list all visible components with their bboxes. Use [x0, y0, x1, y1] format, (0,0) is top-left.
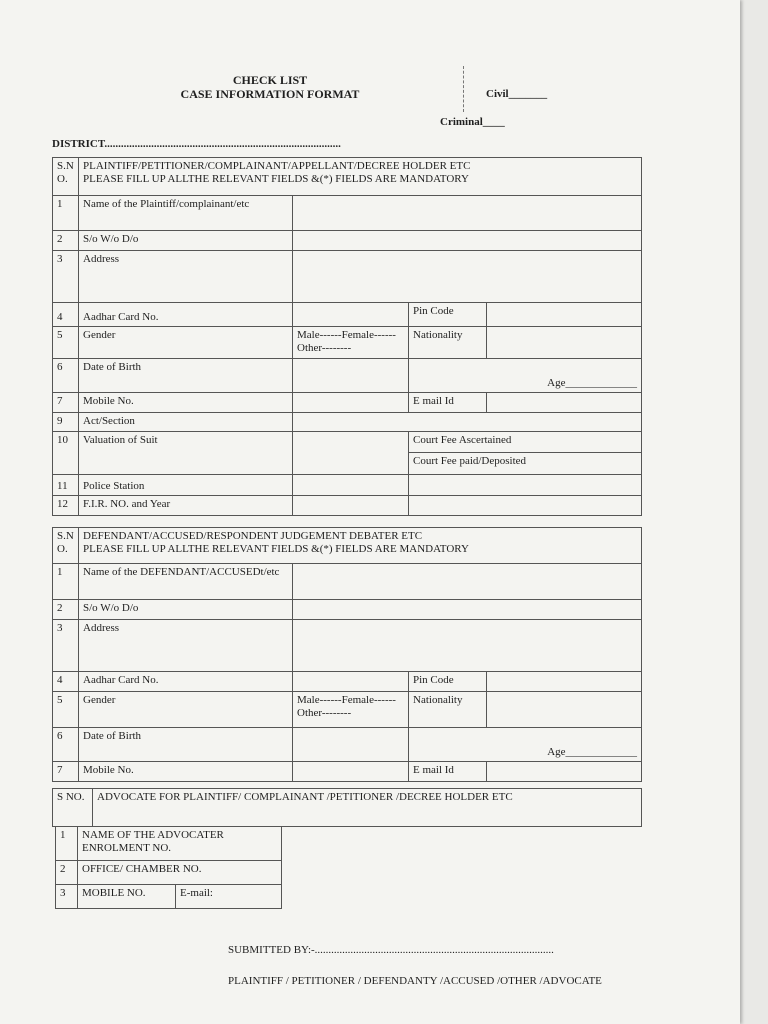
defendant-pincode-input[interactable]: [487, 672, 642, 692]
police-station-extra[interactable]: [409, 475, 642, 496]
plaintiff-relation-label: S/o W/o D/o: [79, 231, 293, 251]
form-subtitle: CASE INFORMATION FORMAT: [180, 87, 360, 101]
row-sn: 4: [53, 672, 79, 692]
defendant-gender-label: Gender: [79, 692, 293, 728]
plaintiff-gender-options[interactable]: Male------Female------ Other--------: [293, 327, 409, 359]
defendant-pincode-label: Pin Code: [409, 672, 487, 692]
submitted-by-field[interactable]: SUBMITTED BY:-.......................................................................................: [228, 944, 554, 956]
defendant-email-input[interactable]: [487, 762, 642, 782]
submitter-roles: PLAINTIFF / PETITIONER / DEFENDANTY /ACCUSED /OTHER /ADVOCATE: [228, 975, 602, 987]
plaintiff-gender-label: Gender: [79, 327, 293, 359]
row-sn: 12: [53, 496, 79, 516]
police-station-label: Police Station: [79, 475, 293, 496]
plaintiff-pincode-label: Pin Code: [409, 303, 487, 327]
row-sn: 3: [56, 885, 78, 909]
advocate-sn-header: S NO.: [53, 789, 93, 827]
plaintiff-valuation-label: Valuation of Suit: [79, 432, 293, 475]
police-station-input[interactable]: [293, 475, 409, 496]
advocate-email-label[interactable]: E-mail:: [176, 885, 282, 909]
plaintiff-nationality-label: Nationality: [409, 327, 487, 359]
row-sn: 2: [56, 861, 78, 885]
row-sn: 3: [53, 251, 79, 303]
advocate-heading-table: [52, 788, 642, 827]
plaintiff-heading: [79, 158, 642, 196]
defendant-mobile-label: Mobile No.: [79, 762, 293, 782]
row-sn: 6: [53, 728, 79, 762]
form-title: CHECK LIST: [232, 73, 308, 87]
defendant-mobile-input[interactable]: [293, 762, 409, 782]
defendant-aadhar-input[interactable]: [293, 672, 409, 692]
plaintiff-nationality-input[interactable]: [487, 327, 642, 359]
defendant-name-label: Name of the DEFENDANT/ACCUSEDt/etc: [79, 564, 293, 600]
plaintiff-act-label: Act/Section: [79, 413, 293, 432]
row-sn: 1: [56, 827, 78, 861]
plaintiff-age-spacer: [409, 359, 487, 393]
row-sn: 10: [53, 432, 79, 475]
fir-label: F.I.R. NO. and Year: [79, 496, 293, 516]
advocate-office-label[interactable]: OFFICE/ CHAMBER NO.: [78, 861, 282, 885]
plaintiff-aadhar-input[interactable]: [293, 303, 409, 327]
plaintiff-valuation-input[interactable]: [293, 432, 409, 475]
row-sn: 7: [53, 393, 79, 413]
defendant-age-spacer: [409, 728, 487, 762]
court-fee-paid-label[interactable]: Court Fee paid/Deposited: [409, 453, 642, 475]
row-sn: 6: [53, 359, 79, 393]
defendant-email-label: E mail Id: [409, 762, 487, 782]
defendant-gender-options[interactable]: Male------Female------ Other--------: [293, 692, 409, 728]
defendant-sn-header: S.N O.: [53, 528, 79, 564]
plaintiff-dob-input[interactable]: [293, 359, 409, 393]
plaintiff-address-label: Address: [79, 251, 293, 303]
header-divider: [463, 66, 465, 112]
defendant-age-field[interactable]: Age_____________: [487, 728, 642, 762]
row-sn: 4: [53, 303, 79, 327]
plaintiff-name-input[interactable]: [293, 196, 642, 231]
defendant-heading-line2: PLEASE FILL UP ALLTHE RELEVANT FIELDS &(*) FIELDS ARE MANDATORY: [83, 543, 469, 555]
defendant-name-input[interactable]: [293, 564, 642, 600]
plaintiff-email-label: E mail Id: [409, 393, 487, 413]
plaintiff-heading-line1: PLAINTIFF/PETITIONER/COMPLAINANT/APPELLANT/DECREE HOLDER ETC: [83, 160, 471, 172]
row-sn: 3: [53, 620, 79, 672]
plaintiff-sn-header: S.N O.: [53, 158, 79, 196]
fir-input[interactable]: [293, 496, 409, 516]
row-sn: 11: [53, 475, 79, 496]
plaintiff-aadhar-label: Aadhar Card No.: [79, 303, 293, 327]
defendant-dob-label: Date of Birth: [79, 728, 293, 762]
defendant-nationality-label: Nationality: [409, 692, 487, 728]
plaintiff-relation-input[interactable]: [293, 231, 642, 251]
row-sn: 1: [53, 564, 79, 600]
row-sn: 5: [53, 327, 79, 359]
row-sn: 7: [53, 762, 79, 782]
defendant-dob-input[interactable]: [293, 728, 409, 762]
civil-field[interactable]: Civil_______: [486, 88, 548, 100]
plaintiff-age-field[interactable]: Age_____________: [487, 359, 642, 393]
plaintiff-dob-label: Date of Birth: [79, 359, 293, 393]
defendant-relation-label: S/o W/o D/o: [79, 600, 293, 620]
row-sn: 2: [53, 231, 79, 251]
row-sn: 5: [53, 692, 79, 728]
defendant-aadhar-label: Aadhar Card No.: [79, 672, 293, 692]
advocate-mobile-label[interactable]: MOBILE NO.: [78, 885, 176, 909]
plaintiff-mobile-input[interactable]: [293, 393, 409, 413]
plaintiff-act-input[interactable]: [293, 413, 642, 432]
plaintiff-name-label: Name of the Plaintiff/complainant/etc: [79, 196, 293, 231]
criminal-field[interactable]: Criminal____: [440, 116, 505, 128]
row-sn: 2: [53, 600, 79, 620]
plaintiff-mobile-label: Mobile No.: [79, 393, 293, 413]
defendant-table: [52, 527, 642, 782]
defendant-nationality-input[interactable]: [487, 692, 642, 728]
row-sn: 1: [53, 196, 79, 231]
defendant-heading-line1: DEFENDANT/ACCUSED/RESPONDENT JUDGEMENT DEBATER ETC: [83, 530, 423, 542]
advocate-table: [55, 826, 282, 909]
advocate-heading: ADVOCATE FOR PLAINTIFF/ COMPLAINANT /PETITIONER /DECREE HOLDER ETC: [93, 789, 642, 827]
advocate-name-label[interactable]: NAME OF THE ADVOCATER ENROLMENT NO.: [78, 827, 282, 861]
defendant-heading: [79, 528, 642, 564]
plaintiff-table: [52, 157, 642, 516]
row-sn: 9: [53, 413, 79, 432]
plaintiff-pincode-input[interactable]: [487, 303, 642, 327]
court-fee-ascertained-label[interactable]: Court Fee Ascertained: [409, 432, 642, 453]
defendant-address-label: Address: [79, 620, 293, 672]
plaintiff-heading-line2: PLEASE FILL UP ALLTHE RELEVANT FIELDS &(*) FIELDS ARE MANDATORY: [83, 173, 469, 185]
plaintiff-address-input[interactable]: [293, 251, 642, 303]
defendant-address-input[interactable]: [293, 620, 642, 672]
plaintiff-email-input[interactable]: [487, 393, 642, 413]
fir-extra[interactable]: [409, 496, 642, 516]
district-field[interactable]: DISTRICT......................................................................................: [52, 138, 341, 150]
defendant-relation-input[interactable]: [293, 600, 642, 620]
